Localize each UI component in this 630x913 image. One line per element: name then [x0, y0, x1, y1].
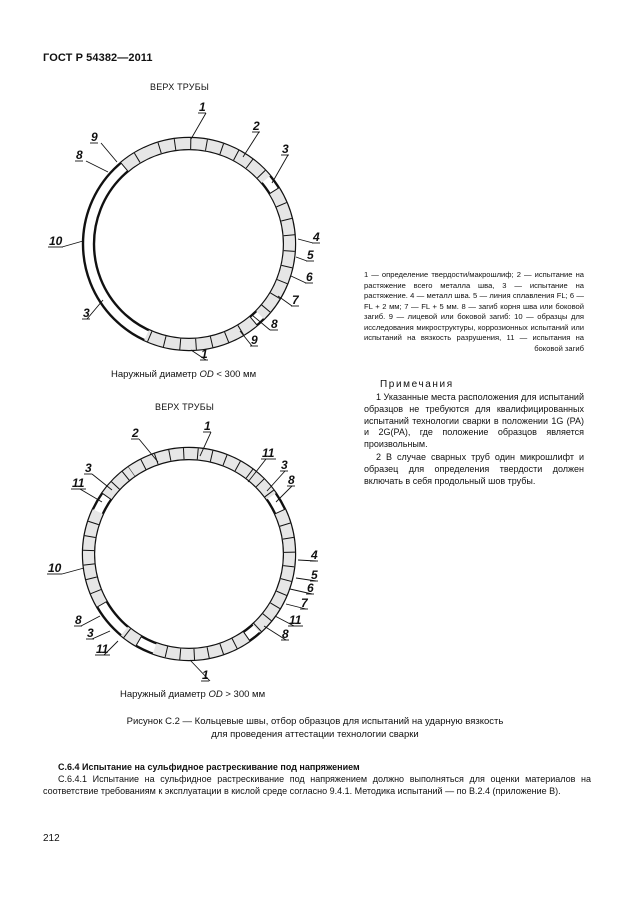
callout-number: 8 [282, 627, 289, 641]
callout-number: 10 [49, 234, 63, 248]
leader-line [62, 568, 84, 574]
callout-number: 3 [87, 626, 94, 640]
callout-number: 1 [199, 100, 206, 114]
callout-number: 11 [289, 613, 302, 627]
callout-number: 6 [306, 270, 313, 284]
diameter-caption-2: Наружный диаметр OD > 300 мм [120, 689, 266, 700]
callout-number: 1 [204, 419, 211, 433]
callout-number: 8 [75, 613, 82, 627]
leader-line [296, 257, 307, 261]
leader-line [278, 296, 292, 306]
pipe-top-label-1: ВЕРХ ТРУБЫ [150, 82, 210, 92]
leader-line [81, 616, 100, 626]
sample-zone-band [102, 467, 134, 499]
leader-line [276, 486, 292, 502]
pipe-top-label-2: ВЕРХ ТРУБЫ [155, 402, 215, 412]
callout-number: 11 [262, 446, 275, 460]
leader-line [86, 161, 108, 172]
figure-legend: 1 — определение твердости/макрошлиф; 2 — испытание на растяжение всего металла шва, 3 — испытание на растяжение. 4 — металл шва. 5 — линия сплавления FL; 6 — FL + 2 мм; 7 — FL + 5 мм. 8 — загиб корня шва или боковой загиб. 9 — лицевой или боковой загиб: 10 — образцы для исследования микроструктуры, коррозионных испытаний или испытаний на вязкость разрушения, 11 — испытания на боковой загиб [364, 270, 584, 353]
document-header: ГОСТ Р 54382—2011 [43, 52, 153, 64]
ring-inner-edge [94, 149, 284, 339]
callout-number: 11 [72, 476, 85, 490]
callout-number: 9 [91, 130, 98, 144]
page-number: 212 [43, 833, 60, 844]
ring-inner-edge [94, 459, 284, 649]
figure-caption-line-2: для проведения аттестации технологии сварки [211, 729, 419, 740]
section-title: С.6.4 Испытание на сульфидное растрескивание под напряжением [58, 762, 360, 772]
callout-number: 2 [253, 119, 260, 133]
callout-number: 1 [201, 347, 208, 361]
ring1 [83, 138, 295, 350]
callout-number: 2 [132, 426, 139, 440]
leader-line [243, 132, 259, 157]
leader-line [267, 471, 285, 491]
note-2: 2 В случае сварных труб один микрошлифт и образец для определения твердости должен включать в себя продольный шов трубы. [364, 452, 584, 486]
leader-line [92, 631, 110, 639]
leader-line [92, 474, 112, 490]
leader-line [80, 489, 102, 502]
notes-title: Примечания [380, 379, 454, 390]
callout-number: 4 [311, 548, 318, 562]
callout-number: 3 [282, 142, 289, 156]
callout-number: 7 [292, 293, 299, 307]
leader-line [62, 241, 83, 247]
callout-number: 5 [311, 568, 318, 582]
leader-line [272, 155, 288, 183]
callout-number: 3 [281, 458, 288, 472]
leader-line [101, 143, 117, 162]
callout-number: 4 [313, 230, 320, 244]
callout-number: 1 [202, 668, 209, 682]
callout-number: 9 [251, 333, 258, 347]
leader-line [191, 113, 206, 139]
callout-number: 8 [271, 317, 278, 331]
sample-zone-band [144, 317, 257, 350]
sample-zone-band [128, 448, 276, 500]
specimen-divider [194, 649, 195, 660]
callout-number: 5 [307, 248, 314, 262]
leader-line [291, 276, 306, 283]
callout-number: 11 [96, 642, 109, 656]
note-1: 1 Указанные места расположения для испытаний образцов не требуются для квалифицированных испытаний технологии сварки в положении 1G (PA) и 2G(PA), где положение образцов является произвольным. [364, 392, 584, 450]
ring2 [83, 448, 295, 660]
callout-number: 8 [76, 148, 83, 162]
section-paragraph: С.6.4.1 Испытание на сульфидное растрескивание под напряжением должно выполняться для оценки материалов на соответствие требованиям к эксплуатации в кислой среде согласно 9.4.1. Методика испытаний — по В.2.4 (приложение В). [43, 774, 591, 797]
specimen-divider [183, 448, 184, 459]
diameter-caption-1: Наружный диаметр OD < 300 мм [111, 369, 257, 380]
leader-line [298, 239, 313, 243]
callout-number: 3 [85, 461, 92, 475]
callout-number: 8 [288, 473, 295, 487]
figure-caption-line-1: Рисунок С.2 — Кольцевые швы, отбор образцов для испытаний на ударную вязкость [126, 716, 504, 727]
callout-number: 7 [301, 596, 308, 610]
callout-number: 10 [48, 561, 62, 575]
callout-number: 3 [83, 306, 90, 320]
callout-number: 6 [307, 581, 314, 595]
